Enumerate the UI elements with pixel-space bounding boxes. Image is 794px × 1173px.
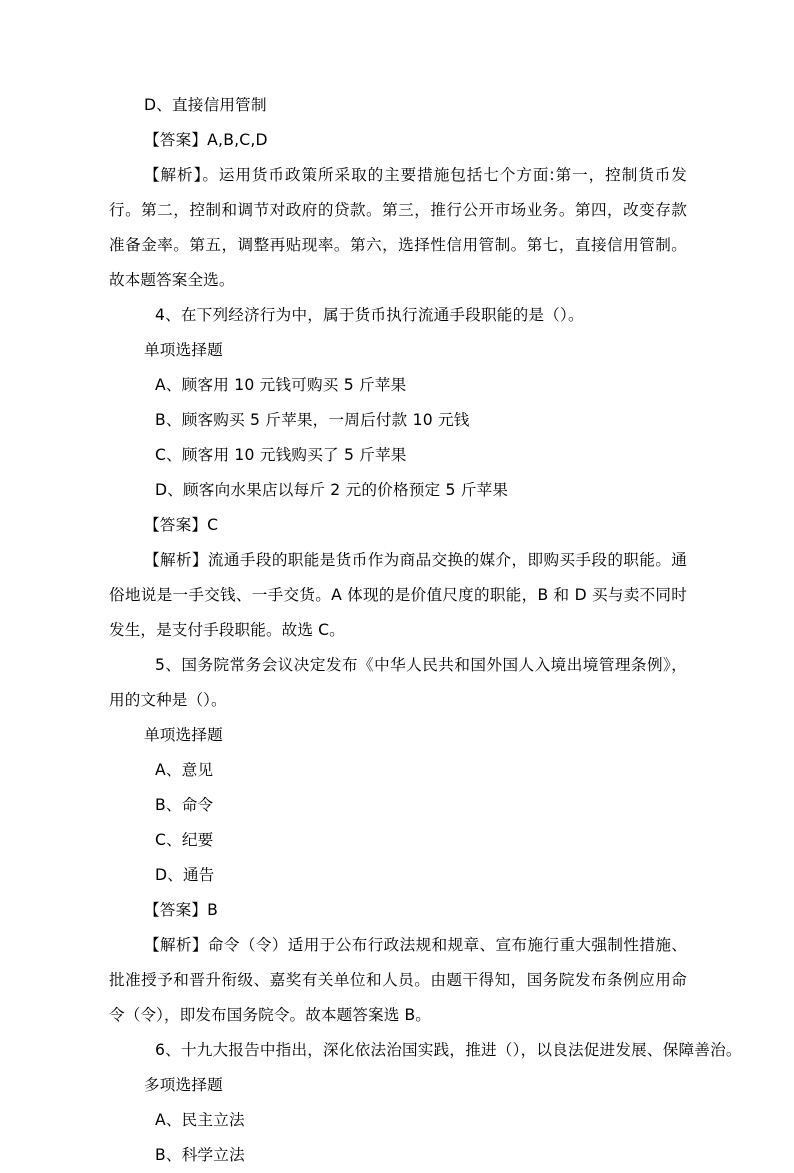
document-body	[109, 88, 742, 1173]
q3-answer: 【答案】A,B,C,D	[144, 131, 268, 149]
q5-answer: 【答案】B	[144, 901, 219, 919]
q6-stem: 6、十九大报告中指出，深化依法治国实践，推进（），以良法促进发展、保障善治。	[155, 1041, 742, 1059]
q5-option-c: C、纪要	[155, 831, 214, 849]
q6-option-a: A、民主立法	[155, 1111, 245, 1129]
q4-option-a: A、顾客用 10 元钱可购买 5 斤苹果	[155, 376, 407, 394]
q4-option-b: B、顾客购买 5 斤苹果，一周后付款 10 元钱	[155, 411, 470, 429]
q5-stem: 5、国务院常务会议决定发布《中华人民共和国外国人入境出境管理条例》，用的文种是（）。	[109, 656, 687, 709]
q5-explanation: 【解析】命令（令）适用于公布行政法规和规章、宣布施行重大强制性措施、批准授予和晋升衔级、嘉奖有关单位和人员。由题干得知，国务院发布条例应用命令（令），即发布国务院令。故本题答案选 B。	[109, 936, 687, 1024]
q4-question-type: 单项选择题	[144, 341, 223, 359]
q4-explanation: 【解析】流通手段的职能是货币作为商品交换的媒介，即购买手段的职能。通俗地说是一手交钱、一手交货。A 体现的是价值尺度的职能，B 和 D 买与卖不同时发生，是支付手段职能。故选 C。	[109, 551, 687, 639]
q6-option-b: B、科学立法	[155, 1146, 245, 1164]
q6-question-type: 多项选择题	[144, 1076, 223, 1094]
q3-explanation: 【解析】。运用货币政策所采取的主要措施包括七个方面:第一，控制货币发行。第二，控制和调节对政府的贷款。第三，推行公开市场业务。第四，改变存款准备金率。第五，调整再贴现率。第六，选择性信用管制。第七，直接信用管制。故本题答案全选。	[109, 166, 687, 289]
q4-answer: 【答案】C	[144, 516, 219, 534]
q5-question-type: 单项选择题	[144, 726, 223, 744]
q5-option-d: D、通告	[155, 866, 215, 884]
q5-option-b: B、命令	[155, 796, 214, 814]
q4-option-d: D、顾客向水果店以每斤 2 元的价格预定 5 斤苹果	[155, 481, 509, 499]
q4-option-c: C、顾客用 10 元钱购买了 5 斤苹果	[155, 446, 407, 464]
q3-option-d: D、直接信用管制	[144, 96, 267, 114]
q5-option-a: A、意见	[155, 761, 214, 779]
q4-stem: 4、在下列经济行为中，属于货币执行流通手段职能的是（）。	[155, 306, 584, 324]
